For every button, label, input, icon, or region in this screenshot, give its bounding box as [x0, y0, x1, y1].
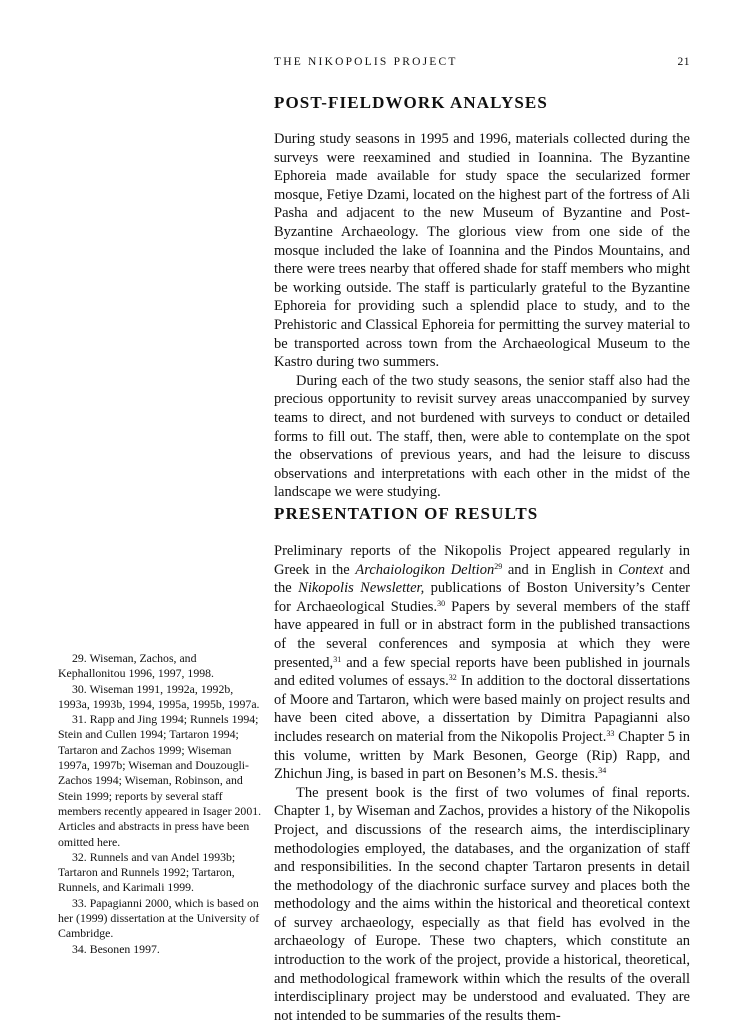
text-run: In addition to the doctoral dissertations of Moore and Tartaron, which were based mainly on project results and have been cited above, a dissertation by Dimitra Papagianni also includes research on material from the Nikopolis Project. [274, 673, 690, 745]
footnote-text: Papagianni 2000, which is based on her (1999) dissertation at the University of Cambridge. [58, 895, 260, 941]
running-head-title: THE NIKOPOLIS PROJECT [274, 56, 458, 68]
footnote-ref-34[interactable]: 34 [598, 766, 607, 776]
italic-title-context: Context [618, 561, 664, 578]
footnote-text: Runnels and van Andel 1993b; Tartaron and Runnels 1992; Tartaron, Runnels, and Karimali 1999. [58, 849, 236, 895]
section-body-post-fieldwork [274, 130, 690, 502]
footnote-number: 34. [72, 941, 87, 956]
footnote-ref-29[interactable]: 29 [494, 561, 503, 571]
footnote-32 [58, 850, 262, 896]
footnote-29 [58, 651, 262, 682]
text-run: publications of Boston University’s Center for Archaeological Studies. [274, 580, 690, 615]
footnote-number: 32. [72, 849, 87, 864]
paragraph [274, 542, 690, 784]
footnote-text: Besonen 1997. [89, 941, 160, 956]
footnote-number: 30. [72, 681, 87, 696]
footnote-ref-31[interactable]: 31 [333, 654, 342, 664]
paragraph: During each of the two study seasons, the senior staff also had the precious opportunity to revisit survey areas unaccompanied by survey teams to direct, and not burdened with surveys to conduct or detailed forms to fill out. The staff, then, were able to contemplate on the spot the observations of previous years, and had the leisure to discuss observations and interpretations with each other in the midst of the landscape we were studying. [274, 372, 690, 501]
text-run: and in English in [502, 561, 619, 578]
section-heading-presentation: PRESENTATION OF RESULTS [274, 504, 539, 523]
footnote-30 [58, 682, 262, 713]
page-number: 21 [677, 56, 690, 68]
paragraph: During study seasons in 1995 and 1996, materials collected during the surveys were reexamined and studied in Ioannina. The Byzantine Ephoreia made available for study space the secularized former mosque, Fetiye Dzami, located on the highest part of the fortress of Ali Pasha and adjacent to the new Museum of Byzantine and Post-Byzantine Archaeology. The glorious view from one side of the mosque included the lake of Ioannina and the Pindos Mountains, and there were trees nearby that offered shade for staff members who might be working outside. The staff is particularly grateful to the Byzantine Ephoreia for providing such a splendid place to study, and to the Prehistoric and Classical Ephoreia for permitting the survey material to be transported across town from the Archaeological Museum to the Kastro during two summers. [274, 131, 690, 371]
footnote-34 [58, 942, 262, 957]
section-heading-post-fieldwork: POST-FIELDWORK ANALYSES [274, 93, 548, 112]
italic-title-deltion: Archaiologikon Deltion [355, 561, 495, 578]
text-run: and a few special reports have been published in journals and edited volumes of essays. [274, 654, 690, 690]
footnote-number: 29. [72, 651, 87, 665]
footnote-ref-33[interactable]: 33 [606, 728, 615, 738]
footnote-ref-30[interactable]: 30 [437, 598, 446, 608]
footnotes [58, 651, 262, 957]
footnote-number: 31. [72, 712, 87, 727]
footnote-number: 33. [72, 895, 87, 910]
text-run: Chapter 5 in this volume, written by Mark Besonen, George (Rip) Rapp, and Zhichun Jing, is based in part on Besonen’s M.S. thesis. [274, 728, 690, 783]
text-run: and the [274, 561, 690, 597]
footnote-33 [58, 896, 262, 942]
text-run: Papers by several members of the staff have appeared in full or in abstract form in the published transactions of the several conferences and symposia at which they were presented, [274, 598, 690, 671]
paragraph: The present book is the first of two volumes of final reports. Chapter 1, by Wiseman and Zachos, provides a history of the Nikopolis Project, and discussions of the research aims, the interdisciplinary methodologies employed, the databases, and the organization of staff and responsibilities. In the second chapter Tartaron presents in detail the methodology of the diachronic surface survey and places both the methodology and the aims within the historical and theoretical context of survey archaeology, especially as that field has evolved in the archaeology of Europe. These two chapters, which constitute an introduction to the work of the project, provide a historical, theoretical, and methodological framework within which the results of the overall interdisciplinary project may be understood and evaluated. They are not intended to be summaries of the results them- [274, 784, 690, 1024]
footnote-text: Rapp and Jing 1994; Runnels 1994; Stein and Cullen 1994; Tartaron 1994; Tartaron and Zachos 1999; Wiseman 1997a, 1997b; Wiseman and Douzougli-Zachos 1994; Wiseman, Robinson, and Stein 1999; reports by several staff members recently appeared in Isager 2001. Articles and abstracts in press have been omitted here. [58, 712, 262, 849]
text-run: Preliminary reports of the Nikopolis Project appeared regularly in Greek in the [274, 543, 690, 578]
footnote-31 [58, 712, 262, 850]
footnote-ref-32[interactable]: 32 [448, 673, 457, 683]
footnote-text: Wiseman, Zachos, and Kephallonitou 1996, 1997, 1998. [58, 651, 214, 681]
section-body-presentation [274, 542, 690, 1025]
italic-title-newsletter: Nikopolis Newsletter, [298, 580, 425, 597]
footnote-text: Wiseman 1991, 1992a, 1992b, 1993a, 1993b, 1994, 1995a, 1995b, 1997a. [58, 681, 260, 711]
